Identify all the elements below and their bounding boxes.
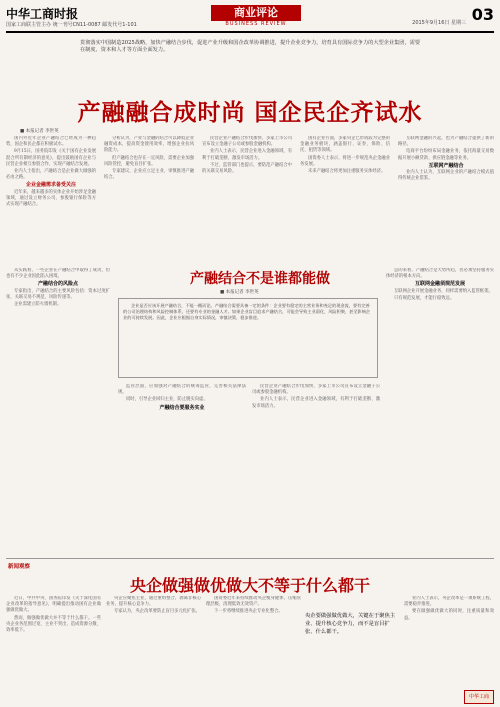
paragraph: 只有规范发展，才能行稳致远。 <box>394 295 455 301</box>
column-b <box>104 136 194 264</box>
paragraph: 专家建议，企业应立足主业，审慎推进产融结合。 <box>104 169 194 181</box>
paragraph: 企业需建立防火墙机制。 <box>14 302 62 308</box>
section-title: 商业评论 <box>211 5 301 21</box>
paragraph: 业内人士表示，央企改革是一项系统工程，需要稳步推进。 <box>404 596 494 608</box>
subheading: 产融结合要服务实业 <box>159 404 205 411</box>
byline-1: ■ 本报记者 李世英 <box>20 129 59 134</box>
paper-sub: 国家工商联主管主办 统一刊号CN11-0087 邮发代号1-101 <box>6 22 137 28</box>
byline-2: ■ 本报记者 李世英 <box>220 290 259 295</box>
paragraph: 互联网企业开展金融业务，同样需要纳入监管框架。 <box>394 288 493 294</box>
column-c <box>202 136 292 264</box>
paragraph: 民营企业产融结合步伐加快，多家上市公司宣布设立金融子公司或参股金融机构。 <box>202 136 292 148</box>
paragraph: 然而，做强做优做大并不等于什么都干。一些央企业务范围过宽、主业不突出，造成资源分散、效率低下。 <box>6 615 101 634</box>
paragraph: 央企应聚焦主业，通过重组整合，剥离非核心业务，提升核心竞争力。 <box>106 596 201 608</box>
paragraph: 监管层面，应加强对产融结合的统筹监管，完善相关法律法规。 <box>118 384 246 396</box>
column-g2 <box>252 384 380 552</box>
column-j <box>106 596 201 700</box>
paragraph: 业内人士表示，民营企业进入金融领域，有利于打破垄断、激发市场活力。 <box>252 397 380 409</box>
headline-bottom: 央企做强做优做大不等于什么都干 <box>129 576 370 595</box>
paragraph: 电商平台纷纷布局金融业务，依托海量交易数据开展小额贷款、供应链金融等业务。 <box>398 149 494 161</box>
subheading: 互联网金融须规范发展 <box>414 281 465 288</box>
paragraph: 业内人士认为，互联网企业的产融结合模式值得传统企业借鉴。 <box>398 170 494 182</box>
news-observation-label: 新闻观察 <box>8 564 31 570</box>
page-number: 03 <box>471 5 494 24</box>
issue-date: 2015年9月16日 星期三 <box>412 20 466 26</box>
paragraph: 业内人士指出，产融结合是企业做大做强的必由之路。 <box>6 169 96 181</box>
paragraph: 民营企业产融结合步伐加快，多家上市公司宣布设立金融子公司或参股金融机构。 <box>252 384 380 396</box>
paragraph: 同时，引导企业回归主业，防止脱实向虚。 <box>126 397 208 403</box>
paragraph: 总的来看，产融结合是大势所趋，但必须坚持服务实体经济的根本方向。 <box>386 268 494 280</box>
column-i <box>6 596 101 700</box>
column-f <box>6 268 110 553</box>
section-title-en: BUSINESS REVIEW <box>225 21 287 27</box>
paragraph: 国有企业方面，多家央企已形成较为完整的金融业务板块，涵盖银行、证券、保险、信托、租赁等领域。 <box>300 136 390 154</box>
paragraph: 专家认为，央企改革要防止盲目多元化扩张。 <box>114 609 200 615</box>
paragraph: 从实践看，一些企业在产融结合中取得了成功，但也有不少企业因此陷入困境。 <box>6 268 110 280</box>
editor-note-text: 企业是否应该开展产融结合，不能一概而论。产融结合需要具备一定的条件：企业要有稳定的主营业务和充足的现金流，要有完善的公司治理结构和风险控制体系，还要有专业的金融人才。如果企业盲目追求产融结合，可能会导致主业弱化、风险积聚，甚至影响企业的可持续发展。因此，企业应根据自身实际情况，审慎决策，稳步推进。 <box>123 303 371 320</box>
paragraph: 专家指出，产融结合的主要风险包括：资本过度扩张、关联交易不规范、风险传递等。 <box>6 288 110 300</box>
paragraph: 国资委近年来持续推动央企瘦身健体，压缩管理层级，清理低效无效资产。 <box>206 596 301 608</box>
paragraph: 下一步将继续推进央企专业化整合。 <box>214 609 283 615</box>
paragraph: 国内外近年企业产融结合已经成为一种趋势，国企和民企都在积极试水。 <box>6 136 96 148</box>
column-e <box>398 136 494 264</box>
section-banner <box>211 5 301 29</box>
paper-logo: 中华工商 <box>464 690 494 704</box>
paragraph: 业内人士表示，民营企业进入金融领域，有利于打破垄断、激发市场活力。 <box>202 149 292 161</box>
column-d <box>300 136 390 264</box>
headline-secondary: 产融结合不是谁都能做 <box>190 271 330 287</box>
paragraph: 近日，中共中央、国务院印发《关于深化国有企业改革的指导意见》，明确提出推动国有企业做强做优做大。 <box>6 596 101 614</box>
column-g <box>118 384 246 552</box>
column-k <box>206 596 301 700</box>
subheading: 互联网产融结合 <box>428 162 464 169</box>
pull-quote: 央企要做强做优做大，关键在于聚焦主业、提升核心竞争力，而不是盲目扩张、什么都干。 <box>305 613 396 635</box>
paragraph: 要在做强做优做大的同时，注重质量和效益。 <box>404 609 494 621</box>
paragraph: 分析认为，产业与金融的结合可以降低企业融资成本，提高资金使用效率，增强企业抗风险能力。 <box>104 136 194 154</box>
column-l <box>404 596 494 688</box>
editor-note-box <box>118 298 378 378</box>
section-divider <box>6 558 494 559</box>
paragraph: 但产融结合也存在一定风险，需要企业加强风险管控，避免盲目扩张。 <box>104 155 194 167</box>
masthead <box>6 5 494 33</box>
paragraph: 互联网金融的兴起，也为产融结合提供了新的路径。 <box>398 136 494 148</box>
column-a <box>6 136 96 264</box>
subheading: 企业金融需求备受关注 <box>25 182 76 189</box>
paragraph: 不过，监管部门也提示，要防范产融结合中的关联交易风险。 <box>202 162 292 175</box>
paragraph: 未来产融结合将更加注重服务实体经济。 <box>308 169 386 175</box>
paragraph: 国资委人士表示，将进一步规范央企金融业务发展。 <box>300 155 390 167</box>
headline-main: 产融融合成时尚 国企民企齐试水 <box>77 99 423 126</box>
column-h <box>386 268 494 553</box>
paper-name: 中华工商时报 <box>6 7 79 21</box>
intro-paragraph: 贯彻落实中国制造2025战略，加快产融结合步伐，促进产业升级和国企改革协调推进，提升企业竞争力，培育具有国际竞争力的大型企业集团，需要在制度、资本和人才等方面全面发力。 <box>80 40 421 53</box>
paragraph: 9月15日，国务院印发《关于国有企业发展混合所有制经济的意见》，提出鼓励国有企业与民营企业相互参股合作，实现产融结合发展。 <box>6 149 96 167</box>
paragraph: 近年来，越来越多的实体企业开始涉足金融领域，通过设立财务公司、参股银行保险等方式实现产融结合。 <box>6 189 96 208</box>
subheading: 产融结合的风险点 <box>37 281 78 288</box>
